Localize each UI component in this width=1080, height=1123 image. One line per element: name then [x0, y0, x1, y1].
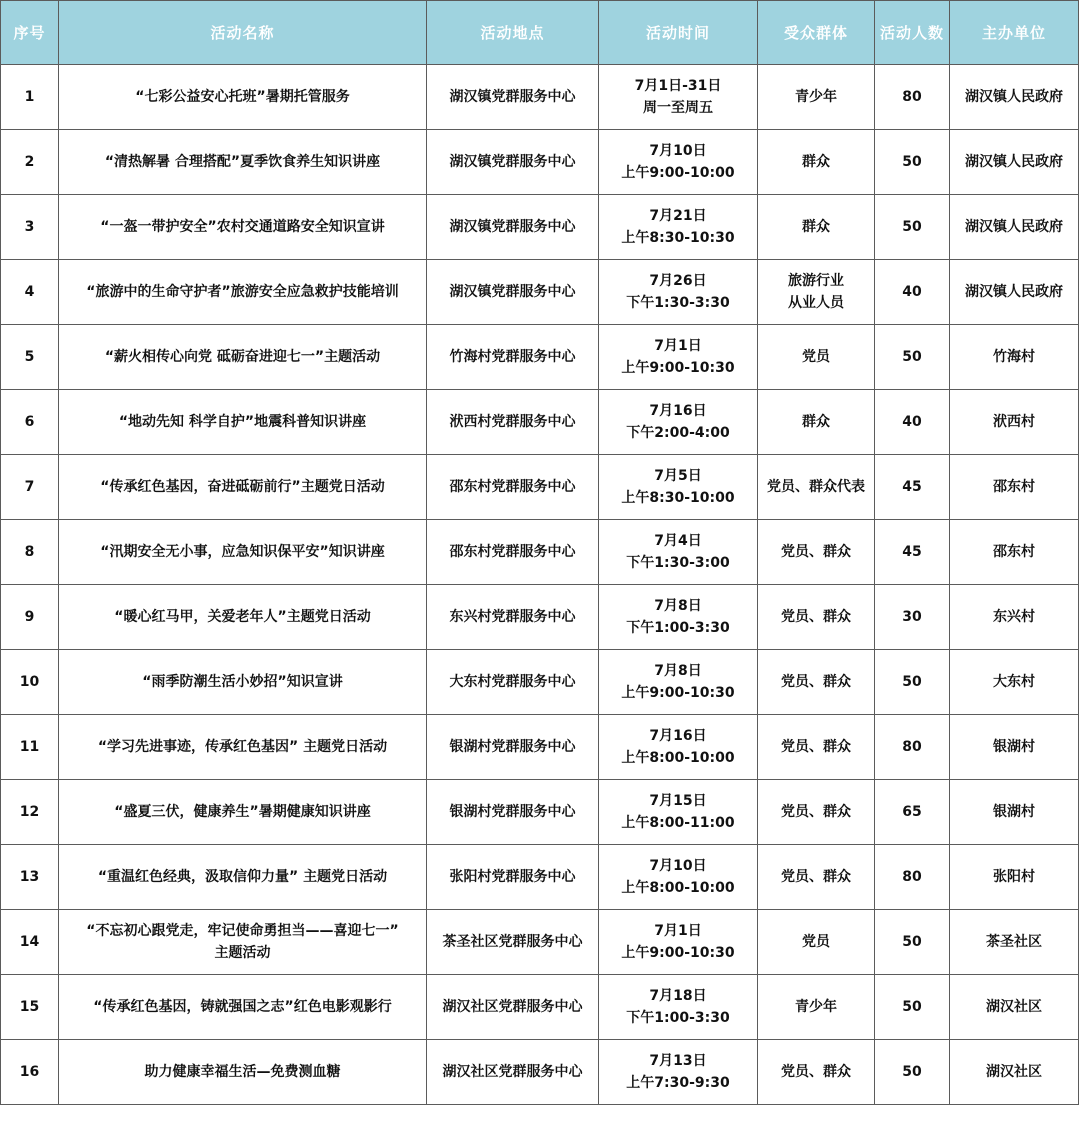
- activity-name-cell-line: “七彩公益安心托班”暑期托管服务: [135, 89, 350, 105]
- audience-cell: [758, 130, 875, 195]
- activity-name-cell-line: 主题活动: [214, 945, 271, 961]
- audience-cell-line: 党员、群众: [781, 544, 851, 560]
- activity-name-cell-line: “薪火相传心向党 砥砺奋进迎七一”主题活动: [104, 349, 381, 365]
- activity-time-cell-line: 上午8:00-11:00: [621, 815, 735, 831]
- header-audience: 受众群体: [758, 1, 875, 65]
- participant-count-cell: 65: [875, 780, 950, 845]
- audience-cell: [758, 455, 875, 520]
- audience-cell-line: 党员: [802, 349, 830, 365]
- activity-name-cell: [59, 325, 427, 390]
- serial-number-cell: 8: [1, 520, 59, 585]
- header-activity-time: 活动时间: [599, 1, 758, 65]
- serial-number-cell: 12: [1, 780, 59, 845]
- audience-cell-line: 党员、群众: [781, 1064, 851, 1080]
- participant-count-cell: 50: [875, 650, 950, 715]
- activity-time-cell: [599, 715, 758, 780]
- activity-time-cell-line: 上午8:30-10:00: [621, 490, 735, 506]
- participant-count-cell: 30: [875, 585, 950, 650]
- organizer-cell: 张阳村: [950, 845, 1079, 910]
- serial-number-cell: 6: [1, 390, 59, 455]
- organizer-cell: 东兴村: [950, 585, 1079, 650]
- serial-number-cell: 1: [1, 65, 59, 130]
- activity-time-cell-line: 7月15日: [649, 793, 707, 809]
- activity-time-cell-line: 7月5日: [654, 468, 702, 484]
- activity-name-cell: [59, 1040, 427, 1105]
- audience-cell: [758, 715, 875, 780]
- activity-time-cell: [599, 910, 758, 975]
- activity-name-cell-line: “盛夏三伏，健康养生”暑期健康知识讲座: [114, 804, 371, 820]
- audience-cell-line: 群众: [802, 414, 830, 430]
- activity-name-cell-line: “传承红色基因，奋进砥砺前行”主题党日活动: [100, 479, 385, 495]
- organizer-cell: 湖汉镇人民政府: [950, 195, 1079, 260]
- activity-name-cell: [59, 455, 427, 520]
- participant-count-cell: 45: [875, 455, 950, 520]
- activity-location-cell: 邵东村党群服务中心: [427, 520, 599, 585]
- participant-count-cell: 80: [875, 715, 950, 780]
- activity-location-cell: 竹海村党群服务中心: [427, 325, 599, 390]
- activity-location-cell: 洑西村党群服务中心: [427, 390, 599, 455]
- audience-cell-line: 党员、群众: [781, 869, 851, 885]
- audience-cell: [758, 910, 875, 975]
- activity-time-cell-line: 7月13日: [649, 1053, 707, 1069]
- audience-cell: [758, 260, 875, 325]
- audience-cell-line: 群众: [802, 219, 830, 235]
- activity-time-cell-line: 7月8日: [654, 663, 702, 679]
- activity-time-cell: [599, 455, 758, 520]
- activity-name-cell-line: “旅游中的生命守护者”旅游安全应急救护技能培训: [86, 284, 399, 300]
- audience-cell: [758, 1040, 875, 1105]
- activity-time-cell-line: 7月10日: [649, 858, 707, 874]
- activity-location-cell: 银湖村党群服务中心: [427, 780, 599, 845]
- organizer-cell: 竹海村: [950, 325, 1079, 390]
- table-row: [1, 1040, 1079, 1105]
- header-activity-location: 活动地点: [427, 1, 599, 65]
- activity-location-cell: 大东村党群服务中心: [427, 650, 599, 715]
- activity-name-cell-line: “重温红色经典，汲取信仰力量” 主题党日活动: [97, 869, 388, 885]
- table-row: [1, 520, 1079, 585]
- audience-cell: [758, 520, 875, 585]
- activity-time-cell-line: 上午8:00-10:00: [621, 750, 735, 766]
- activity-name-cell: [59, 910, 427, 975]
- activity-time-cell-line: 上午8:00-10:00: [621, 880, 735, 896]
- participant-count-cell: 40: [875, 390, 950, 455]
- table-row: [1, 455, 1079, 520]
- activity-name-cell-line: “雨季防潮生活小妙招”知识宣讲: [142, 674, 343, 690]
- audience-cell: [758, 390, 875, 455]
- activity-name-cell: [59, 650, 427, 715]
- serial-number-cell: 5: [1, 325, 59, 390]
- activity-name-cell: [59, 130, 427, 195]
- activity-time-cell-line: 7月8日: [654, 598, 702, 614]
- serial-number-cell: 2: [1, 130, 59, 195]
- activity-name-cell: [59, 390, 427, 455]
- activity-name-cell: [59, 65, 427, 130]
- table-row: [1, 910, 1079, 975]
- table-row: [1, 715, 1079, 780]
- activity-time-cell-line: 下午1:00-3:30: [626, 620, 730, 636]
- organizer-cell: 湖汉社区: [950, 975, 1079, 1040]
- activity-time-cell: [599, 845, 758, 910]
- activity-time-cell-line: 7月1日-31日: [634, 78, 722, 94]
- organizer-cell: 湖汉社区: [950, 1040, 1079, 1105]
- activity-time-cell-line: 周一至周五: [643, 100, 713, 116]
- activity-time-cell-line: 7月16日: [649, 728, 707, 744]
- audience-cell: [758, 65, 875, 130]
- activity-name-cell: [59, 715, 427, 780]
- header-activity-name: 活动名称: [59, 1, 427, 65]
- activity-time-cell: [599, 1040, 758, 1105]
- activity-name-cell-line: “传承红色基因，铸就强国之志”红色电影观影行: [93, 999, 392, 1015]
- table-row: [1, 195, 1079, 260]
- activity-name-cell: [59, 520, 427, 585]
- participant-count-cell: 50: [875, 325, 950, 390]
- activity-time-cell-line: 7月10日: [649, 143, 707, 159]
- activity-time-cell: [599, 390, 758, 455]
- activity-name-cell-line: “清热解暑 合理搭配”夏季饮食养生知识讲座: [104, 154, 381, 170]
- activity-location-cell: 张阳村党群服务中心: [427, 845, 599, 910]
- activity-time-cell-line: 7月4日: [654, 533, 702, 549]
- activity-time-cell-line: 上午7:30-9:30: [626, 1075, 730, 1091]
- serial-number-cell: 3: [1, 195, 59, 260]
- activity-time-cell: [599, 195, 758, 260]
- audience-cell: [758, 845, 875, 910]
- activity-time-cell-line: 上午9:00-10:30: [621, 360, 735, 376]
- serial-number-cell: 9: [1, 585, 59, 650]
- audience-cell-line: 党员、群众: [781, 804, 851, 820]
- audience-cell-line: 青少年: [795, 999, 837, 1015]
- activity-time-cell: [599, 325, 758, 390]
- serial-number-cell: 16: [1, 1040, 59, 1105]
- activity-name-cell: [59, 260, 427, 325]
- participant-count-cell: 40: [875, 260, 950, 325]
- activity-time-cell-line: 上午9:00-10:00: [621, 165, 735, 181]
- organizer-cell: 湖汉镇人民政府: [950, 65, 1079, 130]
- table-row: [1, 975, 1079, 1040]
- activity-location-cell: 湖汉社区党群服务中心: [427, 1040, 599, 1105]
- activity-time-cell-line: 下午1:30-3:00: [626, 555, 730, 571]
- serial-number-cell: 11: [1, 715, 59, 780]
- activity-time-cell: [599, 975, 758, 1040]
- audience-cell-line: 党员、群众: [781, 609, 851, 625]
- serial-number-cell: 14: [1, 910, 59, 975]
- audience-cell: [758, 650, 875, 715]
- table-row: [1, 390, 1079, 455]
- activity-location-cell: 湖汉镇党群服务中心: [427, 260, 599, 325]
- audience-cell-line: 党员、群众代表: [767, 479, 865, 495]
- activity-time-cell-line: 7月21日: [649, 208, 707, 224]
- activity-location-cell: 湖汉社区党群服务中心: [427, 975, 599, 1040]
- activity-time-cell: [599, 585, 758, 650]
- activity-location-cell: 邵东村党群服务中心: [427, 455, 599, 520]
- table-row: [1, 585, 1079, 650]
- participant-count-cell: 45: [875, 520, 950, 585]
- activity-time-cell-line: 上午9:00-10:30: [621, 685, 735, 701]
- organizer-cell: 大东村: [950, 650, 1079, 715]
- activity-time-cell: [599, 650, 758, 715]
- header-serial-number: 序号: [1, 1, 59, 65]
- table-row: [1, 260, 1079, 325]
- activity-time-cell-line: 上午8:30-10:30: [621, 230, 735, 246]
- organizer-cell: 邵东村: [950, 455, 1079, 520]
- table-row: [1, 130, 1079, 195]
- activity-name-cell: [59, 780, 427, 845]
- organizer-cell: 洑西村: [950, 390, 1079, 455]
- activity-name-cell-line: 助力健康幸福生活—免费测血糖: [144, 1064, 341, 1080]
- audience-cell: [758, 195, 875, 260]
- activity-location-cell: 湖汉镇党群服务中心: [427, 65, 599, 130]
- serial-number-cell: 13: [1, 845, 59, 910]
- activity-time-cell: [599, 520, 758, 585]
- activity-time-cell: [599, 260, 758, 325]
- audience-cell-line: 党员: [802, 934, 830, 950]
- activity-time-cell: [599, 65, 758, 130]
- table-row: [1, 780, 1079, 845]
- activity-time-cell-line: 上午9:00-10:30: [621, 945, 735, 961]
- activity-name-cell-line: “汛期安全无小事，应急知识保平安”知识讲座: [100, 544, 385, 560]
- participant-count-cell: 50: [875, 195, 950, 260]
- activity-name-cell: [59, 195, 427, 260]
- audience-cell-line: 党员、群众: [781, 739, 851, 755]
- organizer-cell: 湖汉镇人民政府: [950, 130, 1079, 195]
- participant-count-cell: 50: [875, 1040, 950, 1105]
- audience-cell: [758, 585, 875, 650]
- organizer-cell: 邵东村: [950, 520, 1079, 585]
- header-participant-count: 活动人数: [875, 1, 950, 65]
- activity-name-cell-line: “一盔一带护安全”农村交通道路安全知识宣讲: [100, 219, 385, 235]
- activity-time-cell-line: 7月1日: [654, 923, 702, 939]
- activity-time-cell-line: 下午1:00-3:30: [626, 1010, 730, 1026]
- table-header-row: [1, 1, 1079, 65]
- serial-number-cell: 4: [1, 260, 59, 325]
- participant-count-cell: 50: [875, 910, 950, 975]
- activity-time-cell: [599, 130, 758, 195]
- activity-name-cell-line: “暖心红马甲，关爱老年人”主题党日活动: [114, 609, 371, 625]
- organizer-cell: 银湖村: [950, 715, 1079, 780]
- activity-name-cell-line: “不忘初心跟党走，牢记使命勇担当——喜迎七一”: [86, 923, 399, 939]
- activity-name-cell-line: “学习先进事迹，传承红色基因” 主题党日活动: [97, 739, 388, 755]
- activity-name-cell: [59, 585, 427, 650]
- table-body: [1, 65, 1079, 1105]
- participant-count-cell: 80: [875, 845, 950, 910]
- activity-time-cell: [599, 780, 758, 845]
- serial-number-cell: 15: [1, 975, 59, 1040]
- header-organizer: 主办单位: [950, 1, 1079, 65]
- table-row: [1, 65, 1079, 130]
- activity-time-cell-line: 下午1:30-3:30: [626, 295, 730, 311]
- audience-cell-line: 从业人员: [788, 295, 844, 311]
- activity-time-cell-line: 下午2:00-4:00: [626, 425, 730, 441]
- table-row: [1, 650, 1079, 715]
- audience-cell: [758, 325, 875, 390]
- table-row: [1, 325, 1079, 390]
- participant-count-cell: 50: [875, 975, 950, 1040]
- organizer-cell: 银湖村: [950, 780, 1079, 845]
- audience-cell-line: 党员、群众: [781, 674, 851, 690]
- audience-cell: [758, 975, 875, 1040]
- activity-location-cell: 茶圣社区党群服务中心: [427, 910, 599, 975]
- activity-time-cell-line: 7月16日: [649, 403, 707, 419]
- activity-time-cell-line: 7月18日: [649, 988, 707, 1004]
- activity-time-cell-line: 7月1日: [654, 338, 702, 354]
- organizer-cell: 湖汉镇人民政府: [950, 260, 1079, 325]
- table-row: [1, 845, 1079, 910]
- audience-cell-line: 群众: [802, 154, 830, 170]
- activity-name-cell: [59, 975, 427, 1040]
- activity-name-cell: [59, 845, 427, 910]
- audience-cell-line: 旅游行业: [788, 273, 844, 289]
- activity-location-cell: 银湖村党群服务中心: [427, 715, 599, 780]
- activity-location-cell: 湖汉镇党群服务中心: [427, 195, 599, 260]
- activity-time-cell-line: 7月26日: [649, 273, 707, 289]
- serial-number-cell: 7: [1, 455, 59, 520]
- activity-location-cell: 东兴村党群服务中心: [427, 585, 599, 650]
- activity-name-cell-line: “地动先知 科学自护”地震科普知识讲座: [118, 414, 367, 430]
- serial-number-cell: 10: [1, 650, 59, 715]
- participant-count-cell: 50: [875, 130, 950, 195]
- organizer-cell: 茶圣社区: [950, 910, 1079, 975]
- activity-location-cell: 湖汉镇党群服务中心: [427, 130, 599, 195]
- participant-count-cell: 80: [875, 65, 950, 130]
- audience-cell: [758, 780, 875, 845]
- audience-cell-line: 青少年: [795, 89, 837, 105]
